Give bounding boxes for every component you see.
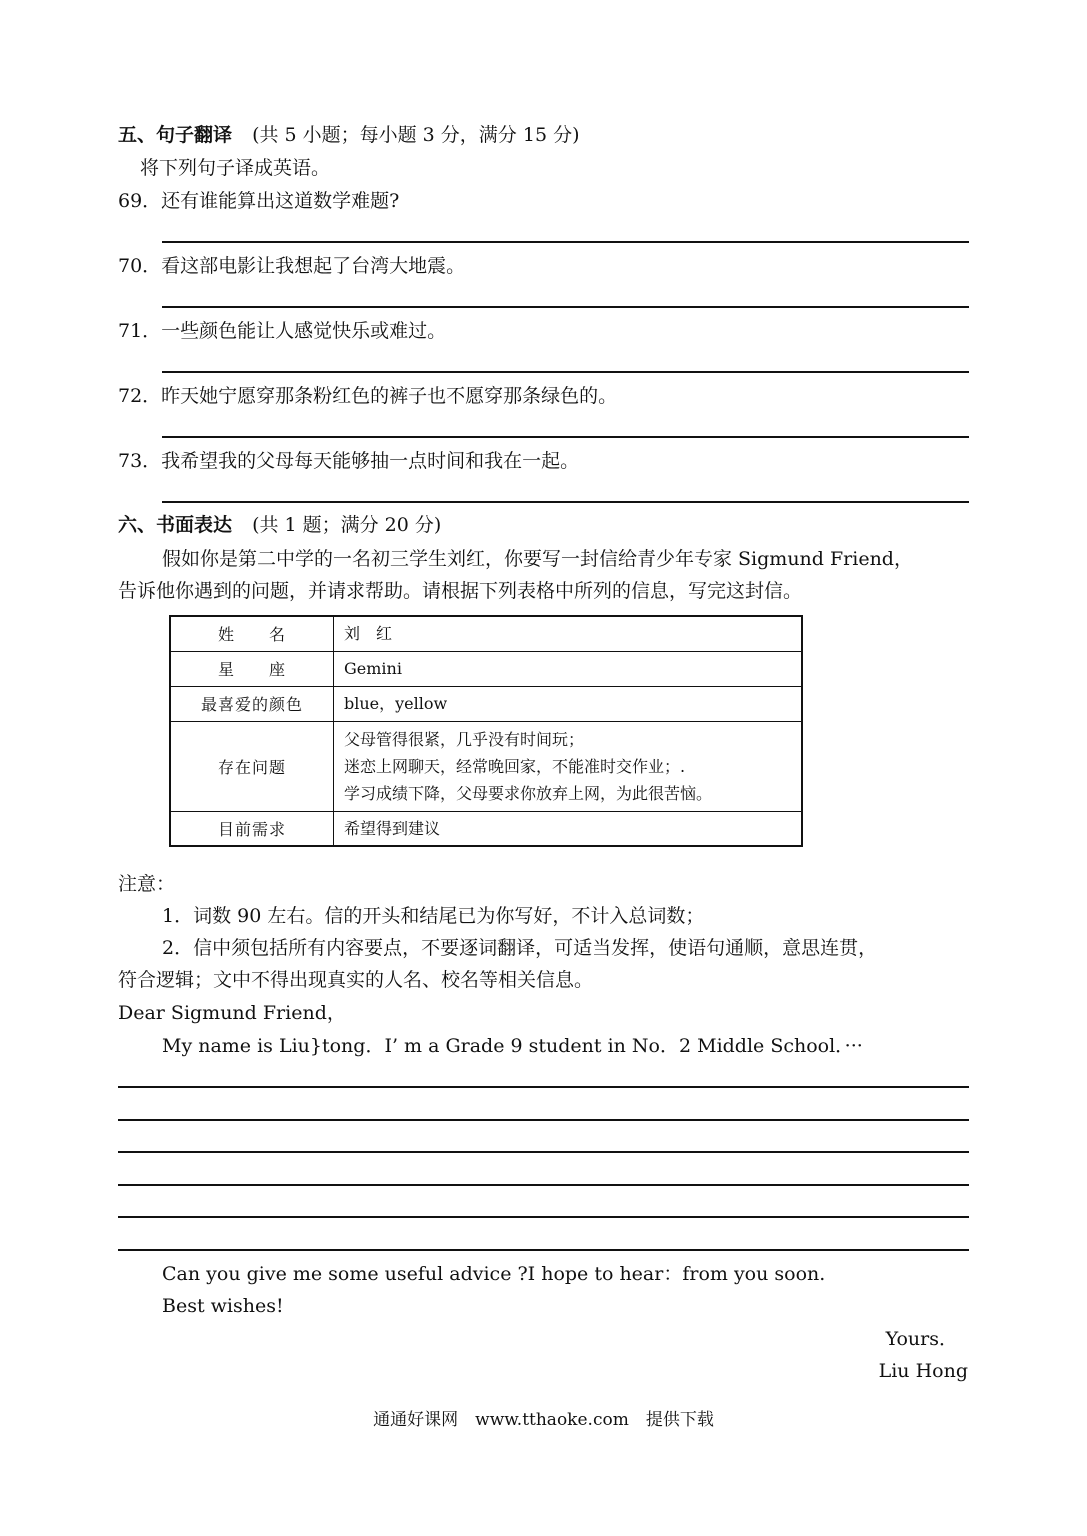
answer-line-71[interactable] <box>162 371 969 373</box>
section-5-header <box>118 123 579 147</box>
table-value: 希望得到建议 <box>334 811 803 846</box>
letter-signoff: Yours． <box>885 1328 958 1350</box>
section-5-instruction: 将下列句子译成英语。 <box>140 157 331 179</box>
table-value: Gemini <box>334 651 803 686</box>
note-2-line-1: 2．信中须包括所有内容要点，不要逐词翻译，可适当发挥，使语句通顺，意思连贯， <box>162 937 878 959</box>
table-key: 最喜爱的颜色 <box>170 686 334 721</box>
table-row-needs <box>170 811 802 846</box>
table-key: 星 座 <box>170 651 334 686</box>
prompt-line-1: 假如你是第二中学的一名初三学生刘红，你要写一封信给青少年专家 Sigmund Friend， <box>162 548 913 570</box>
letter-closing: Can you give me some useful advice ?I hope to hear：from you soon. <box>162 1263 826 1285</box>
writing-line-6[interactable] <box>118 1249 969 1251</box>
writing-line-1[interactable] <box>118 1086 969 1088</box>
info-table <box>169 615 803 847</box>
section-6-header <box>118 513 441 537</box>
answer-line-70[interactable] <box>162 306 969 308</box>
section-5-note: (共 5 小题；每小题 3 分，满分 15 分) <box>252 124 580 146</box>
question-73: 73．我希望我的父母每天能够抽一点时间和我在一起。 <box>118 450 580 472</box>
table-value: 刘 红 <box>334 616 803 651</box>
note-2-line-2: 符合逻辑；文中不得出现真实的人名、校名等相关信息。 <box>118 969 594 991</box>
writing-line-2[interactable] <box>118 1119 969 1121</box>
question-71: 71．一些颜色能让人感觉快乐或难过。 <box>118 320 447 342</box>
letter-wishes: Best wishes! <box>162 1295 284 1317</box>
problem-line: 父母管得很紧，几乎没有时间玩； <box>344 729 585 749</box>
letter-salutation: Dear Sigmund Friend， <box>118 1002 346 1024</box>
table-key: 存在问题 <box>170 721 334 811</box>
table-row-star-sign <box>170 651 802 686</box>
problem-line: 迷恋上网聊天，经常晚回家，不能准时交作业；. <box>344 756 686 776</box>
question-70: 70．看这部电影让我想起了台湾大地震。 <box>118 255 466 277</box>
section-5-heading: 五、句子翻译 <box>118 124 233 146</box>
table-row-favorite-color <box>170 686 802 721</box>
note-1: 1．词数 90 左右。信的开头和结尾已为你写好，不计入总词数； <box>162 905 705 927</box>
answer-line-69[interactable] <box>162 241 969 243</box>
answer-line-73[interactable] <box>162 501 969 503</box>
writing-line-3[interactable] <box>118 1151 969 1153</box>
question-72: 72．昨天她宁愿穿那条粉红色的裤子也不愿穿那条绿色的。 <box>118 385 618 407</box>
problem-line: 学习成绩下降，父母要求你放弃上网，为此很苦恼。 <box>344 783 713 803</box>
table-value: blue，yellow <box>334 686 803 721</box>
page-footer: 通通好课网 www.tthaoke.com 提供下载 <box>373 1410 714 1430</box>
question-69: 69．还有谁能算出这道数学难题? <box>118 190 400 212</box>
answer-line-72[interactable] <box>162 436 969 438</box>
section-6-heading: 六、书面表达 <box>118 514 233 536</box>
letter-opening: My name is Liu}tong．I’ m a Grade 9 student in No．2 Middle School．··· <box>162 1035 863 1057</box>
table-row-problems <box>170 721 802 811</box>
table-key: 目前需求 <box>170 811 334 846</box>
prompt-line-2: 告诉他你遇到的问题，并请求帮助。请根据下列表格中所列的信息，写完这封信。 <box>118 580 803 602</box>
notes-title: 注意： <box>118 873 176 895</box>
writing-line-5[interactable] <box>118 1216 969 1218</box>
section-6-note: (共 1 题；满分 20 分) <box>252 514 442 536</box>
writing-line-4[interactable] <box>118 1184 969 1186</box>
table-key: 姓 名 <box>170 616 334 651</box>
table-value <box>334 721 803 811</box>
table-row-name <box>170 616 802 651</box>
letter-signature: Liu Hong <box>878 1360 968 1382</box>
